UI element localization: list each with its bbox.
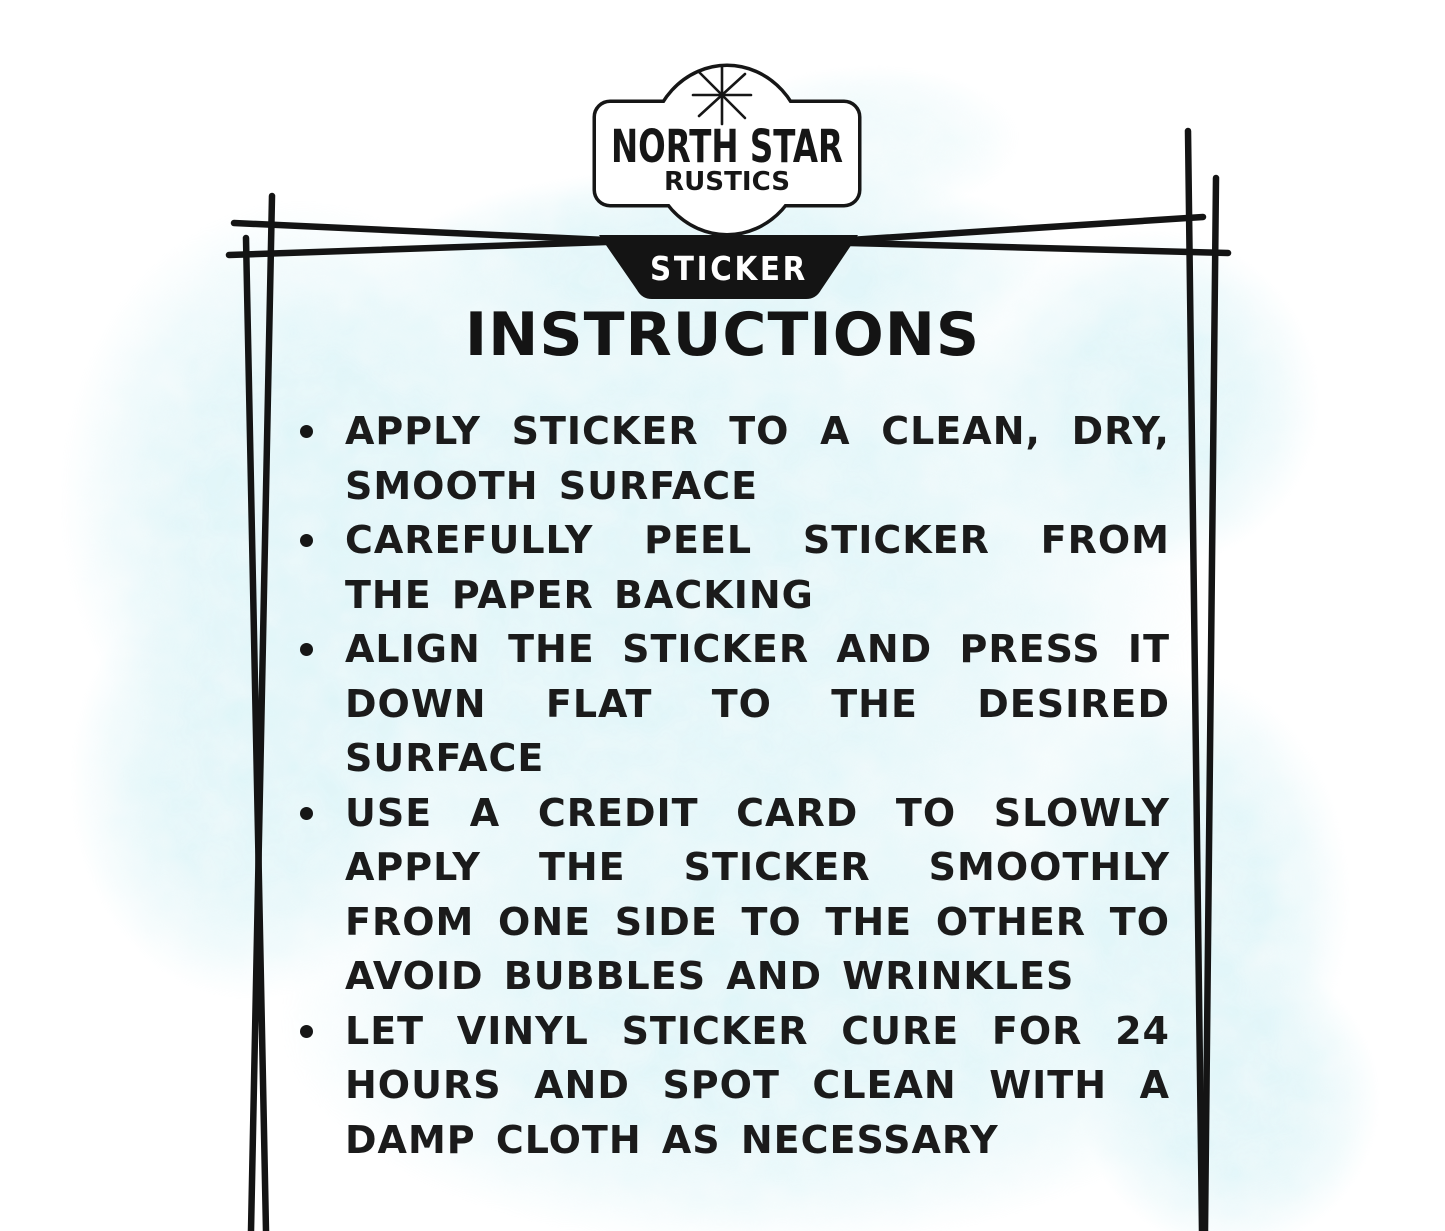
bullet-icon (298, 513, 345, 568)
instruction-line: ALIGN THE STICKER AND PRESS IT (345, 627, 1170, 671)
instruction-line: APPLY STICKER TO A CLEAN, DRY, (345, 409, 1170, 453)
instruction-line: SMOOTH SURFACE (345, 463, 759, 508)
instruction-line: THE PAPER BACKING (345, 572, 814, 617)
sticker-banner (599, 235, 858, 299)
page-title: INSTRUCTIONS (464, 300, 981, 370)
instruction-line: LET VINYL STICKER CURE FOR 24 (345, 1008, 1170, 1053)
bullet-icon (298, 404, 345, 459)
instruction-line: USE A CREDIT CARD TO SLOWLY (345, 790, 1170, 835)
list-item (298, 1004, 1170, 1168)
list-item (298, 622, 1170, 786)
instruction-line: SURFACE (345, 736, 545, 780)
instruction-line: CAREFULLY PEEL STICKER FROM (345, 518, 1170, 562)
list-item (298, 786, 1170, 1004)
instruction-line: AVOID BUBBLES AND WRINKLES (345, 954, 1075, 998)
instruction-line: FROM ONE SIDE TO THE OTHER TO (345, 899, 1170, 944)
logo-title: NORTH STAR (611, 120, 843, 173)
instruction-line: DOWN FLAT TO THE DESIRED (345, 681, 1170, 726)
logo-subtitle: RUSTICS (664, 167, 790, 197)
instruction-line: APPLY THE STICKER SMOOTHLY (345, 845, 1170, 889)
bullet-icon (298, 786, 345, 841)
bullet-icon (298, 1004, 345, 1059)
sticker-banner-label: STICKER (650, 249, 808, 288)
bullet-icon (298, 622, 345, 677)
instruction-line: HOURS AND SPOT CLEAN WITH A (345, 1063, 1170, 1107)
instruction-list (298, 404, 1170, 1167)
list-item (298, 404, 1170, 513)
list-item (298, 513, 1170, 622)
instruction-line: DAMP CLOTH AS NECESSARY (345, 1117, 999, 1162)
